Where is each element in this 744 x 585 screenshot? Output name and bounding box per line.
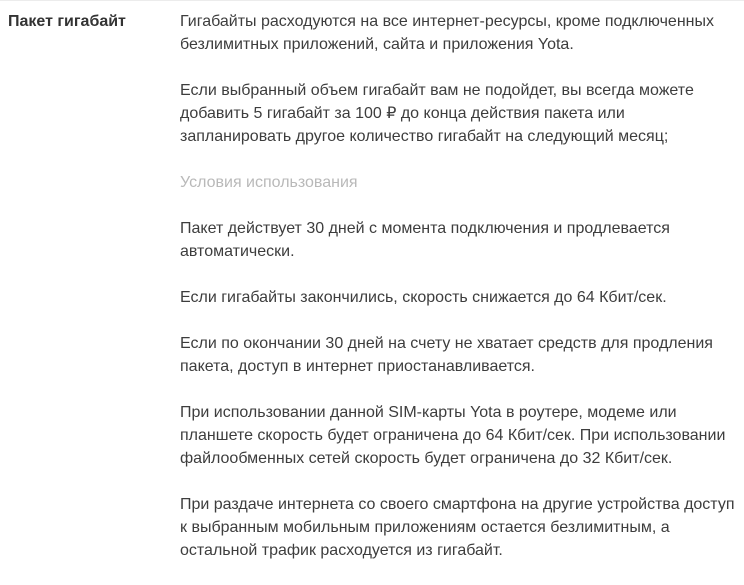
description-paragraph: Гигабайты расходуются на все интернет-ресурсы, кроме подключенных безлимитных приложений, сайта и приложения Yota. bbox=[180, 13, 714, 53]
condition-paragraph: При раздаче интернета со своего смартфона на другие устройства доступ к выбранным мобильным приложениям остается безлимитным, а остальной трафик расходуется из гигабайт. bbox=[180, 496, 735, 559]
row-content-column bbox=[180, 10, 740, 585]
condition-paragraph: Если гигабайты закончились, скорость снижается до 64 Кбит/сек. bbox=[180, 289, 667, 306]
usage-conditions-subheading: Условия использования bbox=[180, 174, 358, 191]
description-paragraph: Если выбранный объем гигабайт вам не подойдет, вы всегда можете добавить 5 гигабайт за 100 ₽ до конца действия пакета или запланировать другое количество гигабайт на следующий месяц; bbox=[180, 82, 694, 145]
condition-paragraph: Пакет действует 30 дней с момента подключения и продлевается автоматически. bbox=[180, 220, 670, 260]
condition-paragraph: Если по окончании 30 дней на счету не хватает средств для продления пакета, доступ в интернет приостанавливается. bbox=[180, 335, 713, 375]
condition-paragraph: При использовании данной SIM-карты Yota в роутере, модеме или планшете скорость будет ограничена до 64 Кбит/сек. При использовании файлообменных сетей скорость будет ограничена до 32 Кбит/сек. bbox=[180, 404, 726, 467]
row-label-column bbox=[0, 10, 180, 33]
package-gigabytes-label: Пакет гигабайт bbox=[8, 13, 126, 30]
